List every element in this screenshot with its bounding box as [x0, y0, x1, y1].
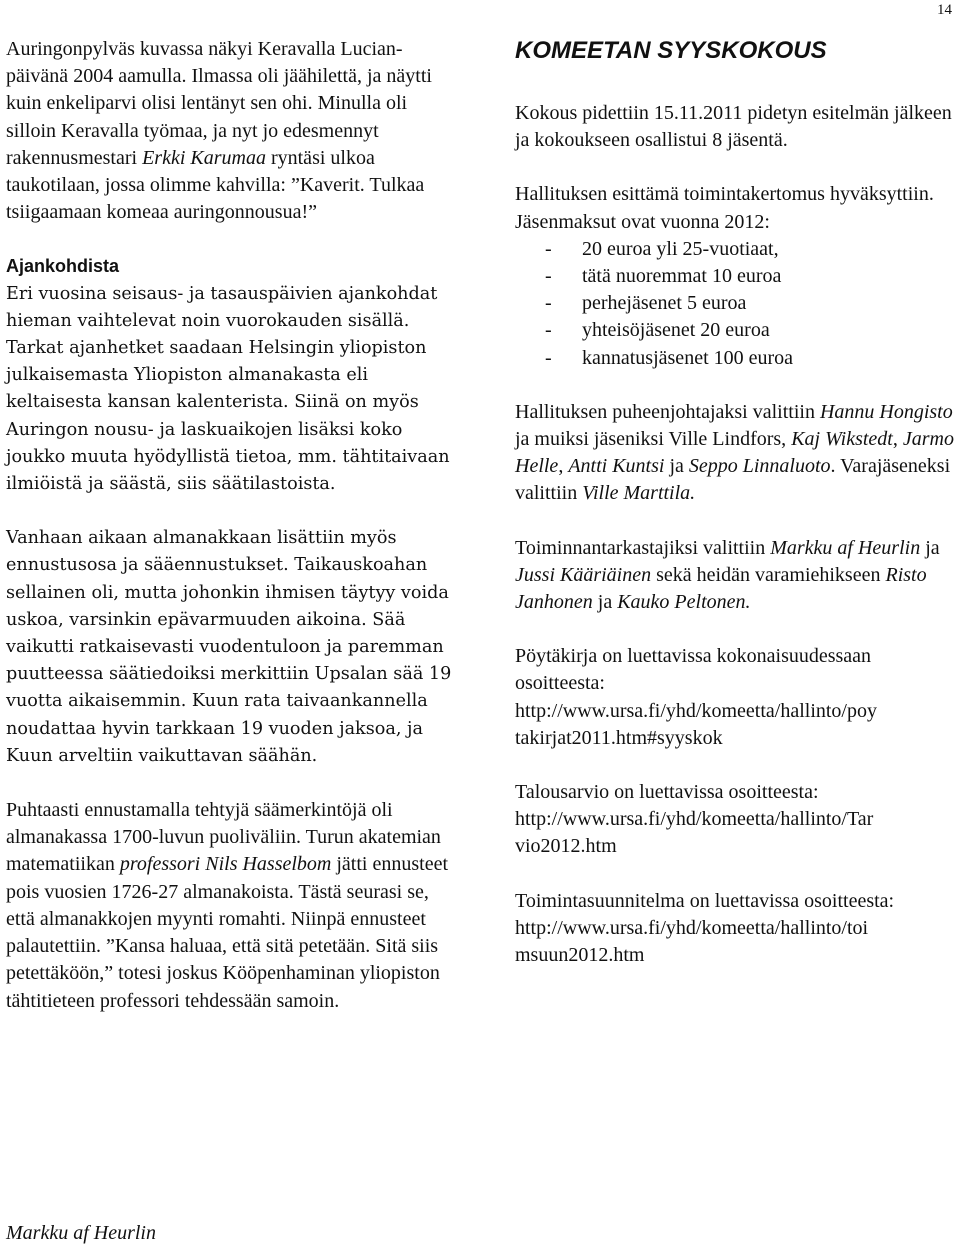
deputy-auditor-name: Kauko Peltonen. — [617, 591, 751, 614]
minutes-paragraph — [515, 643, 955, 752]
page-number: 14 — [937, 2, 952, 18]
author-signature: Markku af Heurlin — [6, 1222, 156, 1244]
fee-item: - tätä nuoremmat 10 euroa — [515, 263, 955, 290]
para-ajankohdat: Eri vuosina seisaus- ja tasauspäivien ajankohdat hieman vaihtelevat noin vuorokauden sisällä. Tarkat ajanhetket saadaan Helsingin yliopiston julkaisemasta Yliopiston almanakasta eli keltaisesta kansan kalenterista. Siinä on myös Auringon nousu- ja laskuaikojen lisäksi koko joukko muuta hyödyllistä tietoa, mm. tähtitaivaan ilmiöistä ja säästä, siis säätilastoista. — [6, 283, 450, 495]
board-text: , — [558, 455, 569, 478]
plan-url-cont[interactable]: msuun2012.htm — [515, 944, 645, 967]
board-text: , — [892, 428, 903, 451]
budget-label: Talousarvio on luettavissa osoitteesta: — [515, 781, 819, 804]
intro-text: Auringonpylväs kuvassa näkyi Keravalla Lucian-päivänä 2004 aamulla. Ilmassa oli jäähilettä, ja näytti kuin enkeliparvi olisi lentänyt sen ohi. Minulla oli silloin Keravalla työmaa, ja nyt jo edesmennyt rakennusmestari — [6, 38, 432, 169]
para3-text-b: jätti ennusteet pois vuosien 1726-27 almanakoista. Tästä seurasi se, että almanakkojen myynti romahti. Niinpä ennusteet palautettiin. ”Kansa haluaa, että sitä petetään. Sitä siis petettäköön,” totesi joskus Kööpenhaminan yliopiston tähtitieteen professori tehdessään samoin. — [6, 853, 449, 1012]
report-paragraph: Hallituksen esittämä toimintakertomus hyväksyttiin. Jäsenmaksut ovat vuonna 2012: — [515, 183, 934, 233]
board-member: Antti Kuntsi — [568, 455, 665, 478]
article-title: KOMEETAN SYYSKOKOUS — [515, 37, 827, 64]
board-member: Seppo Linnaluoto — [688, 455, 831, 478]
plan-url[interactable]: http://www.ursa.fi/yhd/komeetta/hallinto/toi — [515, 916, 869, 939]
audit-paragraph — [515, 535, 955, 617]
budget-url-cont[interactable]: vio2012.htm — [515, 835, 617, 858]
board-text: ja muiksi jäseniksi Ville Lindfors, — [515, 428, 792, 451]
para3-text-a: Puhtaasti ennustamalla tehtyjä säämerkintöjä oli almanakassa 1700-luvun puoliväliin. Turun akatemian matematiikan — [6, 799, 441, 876]
board-text: Hallituksen puheenjohtajaksi valittiin — [515, 400, 820, 423]
audit-text: ja — [920, 536, 940, 559]
budget-paragraph — [515, 779, 955, 861]
intro-end: ryntäsi ulkoa taukotilaan, jossa olimme kahvilla: ”Kaverit. Tulkaa tsiigaamaan komeaa auringonnousua!” — [6, 146, 425, 224]
right-column — [515, 36, 955, 969]
intro-name: Erkki Karumaa — [142, 146, 266, 169]
minutes-label: Pöytäkirja on luettavissa kokonaisuudessaan osoitteesta: — [515, 645, 872, 695]
board-text: ja — [664, 455, 689, 478]
board-deputy: Ville Marttila. — [582, 482, 696, 505]
audit-text: ja — [592, 591, 618, 614]
board-member: Jarmo Helle — [515, 428, 954, 478]
plan-paragraph — [515, 888, 955, 970]
minutes-url-cont[interactable]: takirjat2011.htm#syyskok — [515, 726, 723, 749]
fee-list — [515, 236, 955, 372]
intro-paragraph — [6, 36, 461, 226]
plan-label: Toimintasuunnitelma on luettavissa osoitteesta: — [515, 889, 895, 912]
para-ennustus — [6, 797, 461, 1015]
board-member: Kaj Wikstedt — [791, 428, 893, 451]
fee-item: - 20 euroa yli 25-vuotiaat, — [515, 236, 955, 263]
fee-item: - kannatusjäsenet 100 euroa — [515, 345, 955, 372]
meeting-paragraph: Kokous pidettiin 15.11.2011 pidetyn esitelmän jälkeen ja kokoukseen osallistui 8 jäsentä. — [515, 102, 952, 152]
board-text: . Varajäseneksi valittiin — [515, 455, 951, 505]
para3-professor: professori Nils Hasselbom — [119, 853, 332, 876]
board-paragraph — [515, 399, 955, 508]
fee-item: - perhejäsenet 5 euroa — [515, 290, 955, 317]
fee-item: - yhteisöjäsenet 20 euroa — [515, 317, 955, 344]
budget-url[interactable]: http://www.ursa.fi/yhd/komeetta/hallinto/Tar — [515, 808, 874, 831]
deputy-auditor-name: Risto Janhonen — [515, 563, 927, 614]
auditor-name: Jussi Kääriäinen — [515, 563, 652, 586]
minutes-url[interactable]: http://www.ursa.fi/yhd/komeetta/hallinto/poy — [515, 699, 877, 722]
para-almanakka: Vanhaan aikaan almanakkaan lisättiin myös ennustusosa ja sääennustukset. Taikauskoahan sellainen oli, mutta johonkin ihmisen täytyy voida uskoa, varsinkin epävarmuuden aikoina. Sää vaikutti ratkaisevasti vuodentuloon ja paremman puutteessa säätiedoiksi merkittiin Upsalan sää 19 vuotta aikaisemmin. Kuun rata taivaankannella noudattaa hyvin tarkkaan 19 vuoden jaksoa, ja Kuun arveltiin vaikuttavan säähän. — [6, 528, 452, 766]
audit-text: Toiminnantarkastajiksi valittiin — [515, 536, 771, 559]
left-column — [6, 36, 461, 1015]
audit-text: sekä heidän varamiehikseen — [651, 563, 886, 586]
section-heading: Ajankohdista — [6, 256, 120, 277]
auditor-name: Markku af Heurlin — [770, 536, 921, 559]
board-chair: Hannu Hongisto — [819, 400, 953, 423]
